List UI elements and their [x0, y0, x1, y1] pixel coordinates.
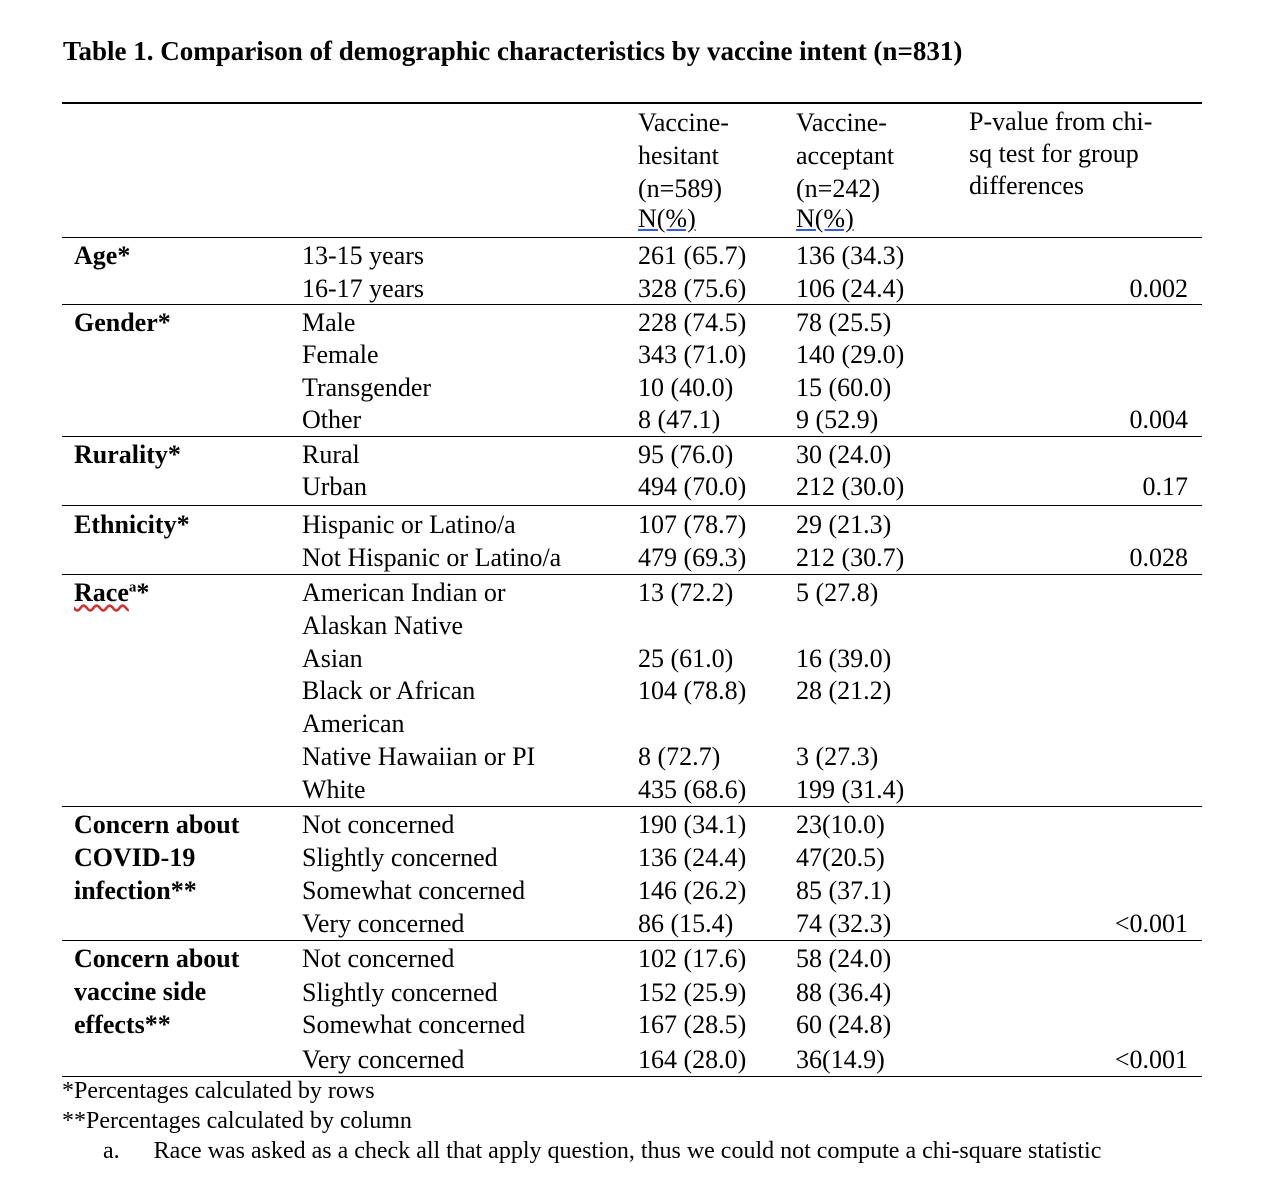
category-cell: American Indian or — [302, 578, 506, 607]
acceptant-cell: 85 (37.1) — [796, 876, 892, 905]
rule-after-gender — [62, 436, 1202, 437]
group-label-rurality: Rurality* — [74, 440, 181, 469]
category-cell: Very concerned — [302, 1045, 465, 1074]
footnote-columns: **Percentages calculated by column — [62, 1108, 412, 1134]
acceptant-cell: 140 (29.0) — [796, 340, 905, 369]
pvalue-cell: 0.002 — [1129, 274, 1188, 303]
acceptant-cell: 9 (52.9) — [796, 405, 879, 434]
group-label-ethnicity: Ethnicity* — [74, 510, 190, 539]
hesitant-cell: 167 (28.5) — [638, 1010, 747, 1039]
pvalue-cell: 0.004 — [1129, 405, 1188, 434]
category-cell: 16-17 years — [302, 274, 425, 303]
acceptant-cell: 106 (24.4) — [796, 274, 905, 303]
hesitant-cell: 10 (40.0) — [638, 373, 734, 402]
hesitant-cell: 494 (70.0) — [638, 472, 747, 501]
category-cell: Asian — [302, 644, 363, 673]
acceptant-cell: 5 (27.8) — [796, 578, 879, 607]
hesitant-cell: 435 (68.6) — [638, 775, 747, 804]
table-footnotes — [62, 1076, 412, 1136]
acceptant-cell: 30 (24.0) — [796, 440, 892, 469]
acceptant-cell: 3 (27.3) — [796, 742, 879, 771]
acceptant-cell: 36(14.9) — [796, 1045, 885, 1074]
pvalue-cell: 0.028 — [1129, 543, 1188, 572]
footnote-a-marker: a. — [103, 1138, 120, 1164]
hesitant-cell: 228 (74.5) — [638, 308, 747, 337]
category-cell: Native Hawaiian or PI — [302, 742, 536, 771]
group-label-race: Race$^a$* — [74, 578, 150, 607]
header-pvalue: P-value from chi- sq test for group differences — [969, 107, 1153, 200]
hesitant-cell: 107 (78.7) — [638, 510, 747, 539]
category-cell: Hispanic or Latino/a — [302, 510, 516, 539]
category-cell: Not concerned — [302, 944, 455, 973]
pvalue-cell: 0.17 — [1142, 472, 1188, 501]
category-cell: Slightly concerned — [302, 843, 498, 872]
footnote-a-text: Race was asked as a check all that apply question, thus we could not compute a chi-square statistic — [153, 1138, 1102, 1164]
group-label-covid-concern: Concern about COVID-19 infection** — [74, 810, 240, 905]
acceptant-cell: 47(20.5) — [796, 843, 885, 872]
acceptant-cell: 88 (36.4) — [796, 978, 892, 1007]
category-cell: Black or African — [302, 676, 476, 705]
group-label-side-effects-concern: Concern about vaccine side effects** — [74, 944, 240, 1039]
hesitant-cell: 104 (78.8) — [638, 676, 747, 705]
table-top-rule — [62, 102, 1202, 104]
rule-after-age — [62, 304, 1202, 305]
category-cell: Slightly concerned — [302, 978, 498, 1007]
acceptant-cell: 74 (32.3) — [796, 909, 892, 938]
acceptant-cell: 78 (25.5) — [796, 308, 892, 337]
pvalue-cell: <0.001 — [1114, 909, 1188, 938]
category-cell: 13-15 years — [302, 241, 425, 270]
category-cell-continued: Alaskan Native — [302, 611, 464, 640]
hesitant-cell: 152 (25.9) — [638, 978, 747, 1007]
footnote-a — [103, 1136, 1101, 1166]
acceptant-cell: 199 (31.4) — [796, 775, 905, 804]
hesitant-cell: 343 (71.0) — [638, 340, 747, 369]
hesitant-cell: 86 (15.4) — [638, 909, 734, 938]
footnote-rows: *Percentages calculated by rows — [62, 1078, 375, 1104]
acceptant-cell: 212 (30.7) — [796, 543, 905, 572]
acceptant-cell: 58 (24.0) — [796, 944, 892, 973]
group-label-age: Age* — [74, 241, 131, 270]
acceptant-cell: 28 (21.2) — [796, 676, 892, 705]
hesitant-cell: 25 (61.0) — [638, 644, 734, 673]
hesitant-cell: 190 (34.1) — [638, 810, 747, 839]
category-cell-continued: American — [302, 709, 405, 738]
acceptant-cell: 15 (60.0) — [796, 373, 892, 402]
hesitant-cell: 328 (75.6) — [638, 274, 747, 303]
header-bottom-rule — [62, 237, 1202, 238]
hesitant-cell: 95 (76.0) — [638, 440, 734, 469]
hesitant-cell: 479 (69.3) — [638, 543, 747, 572]
hesitant-cell: 8 (72.7) — [638, 742, 721, 771]
hesitant-cell: 164 (28.0) — [638, 1045, 747, 1074]
category-cell: Male — [302, 308, 356, 337]
acceptant-cell: 60 (24.8) — [796, 1010, 892, 1039]
table-title: Table 1. Comparison of demographic characteristics by vaccine intent (n=831) — [63, 36, 963, 66]
acceptant-cell: 29 (21.3) — [796, 510, 892, 539]
hesitant-cell: 136 (24.4) — [638, 843, 747, 872]
hesitant-cell: 261 (65.7) — [638, 241, 747, 270]
category-cell: Very concerned — [302, 909, 465, 938]
category-cell: White — [302, 775, 366, 804]
header-acceptant: Vaccine- acceptant (n=242) N(%) — [796, 108, 895, 233]
rule-after-rurality — [62, 505, 1202, 506]
category-cell: Somewhat concerned — [302, 876, 526, 905]
hesitant-cell: 13 (72.2) — [638, 578, 734, 607]
pvalue-cell: <0.001 — [1114, 1045, 1188, 1074]
category-cell: Other — [302, 405, 362, 434]
category-cell: Not Hispanic or Latino/a — [302, 543, 562, 572]
rule-after-covid — [62, 940, 1202, 941]
acceptant-cell: 136 (34.3) — [796, 241, 905, 270]
hesitant-cell: 8 (47.1) — [638, 405, 721, 434]
rule-after-ethnicity — [62, 574, 1202, 575]
category-cell: Rural — [302, 440, 360, 469]
acceptant-cell: 212 (30.0) — [796, 472, 905, 501]
header-hesitant: Vaccine- hesitant (n=589) N(%) — [638, 108, 729, 233]
group-label-gender: Gender* — [74, 308, 171, 337]
category-cell: Urban — [302, 472, 367, 501]
acceptant-cell: 23(10.0) — [796, 810, 885, 839]
category-cell: Not concerned — [302, 810, 455, 839]
hesitant-cell: 102 (17.6) — [638, 944, 747, 973]
acceptant-cell: 16 (39.0) — [796, 644, 892, 673]
rule-after-race — [62, 806, 1202, 807]
hesitant-cell: 146 (26.2) — [638, 876, 747, 905]
category-cell: Transgender — [302, 373, 432, 402]
category-cell: Somewhat concerned — [302, 1010, 526, 1039]
category-cell: Female — [302, 340, 379, 369]
